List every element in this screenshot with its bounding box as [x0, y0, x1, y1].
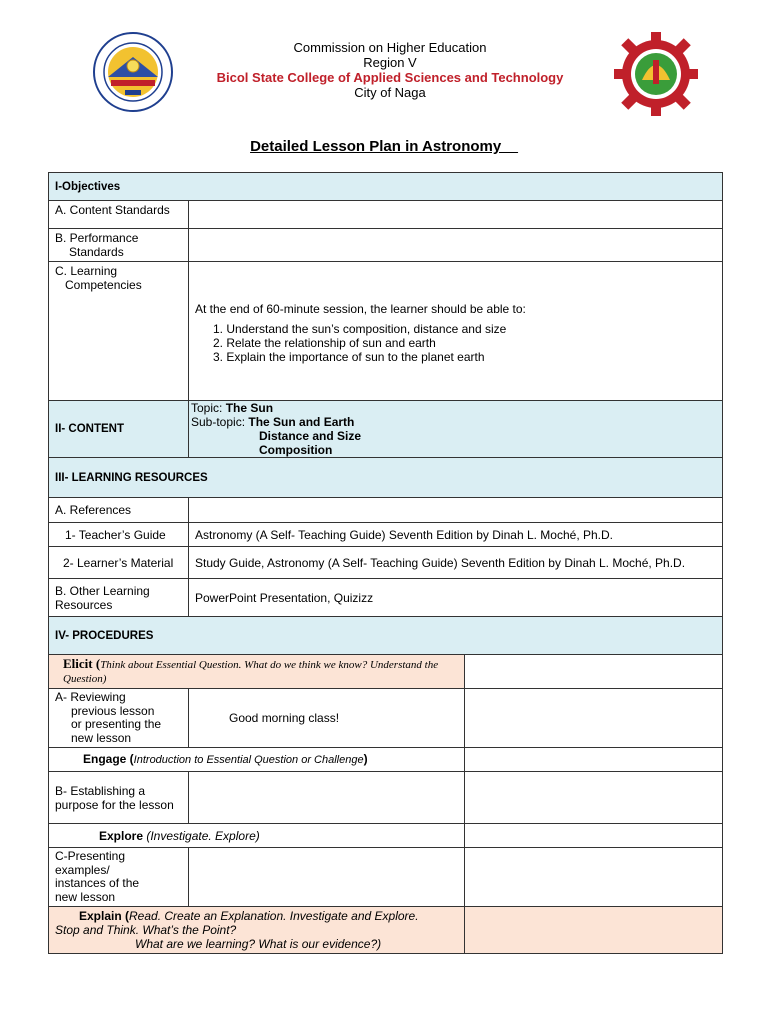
reviewing-value: Good morning class! — [189, 689, 465, 748]
explore-row: Explore (Investigate. Explore) — [49, 824, 465, 848]
section-objectives: I-Objectives — [49, 173, 723, 201]
teachers-guide-label: 1- Teacher’s Guide — [49, 523, 189, 547]
document-title: Detailed Lesson Plan in Astronomy__ — [250, 138, 518, 155]
header-line-college: Bicol State College of Applied Sciences and Technology — [216, 70, 564, 85]
explore-notes-cell — [465, 824, 723, 848]
teachers-guide-value: Astronomy (A Self- Teaching Guide) Seventh Edition by Dinah L. Moché, Ph.D. — [189, 523, 723, 547]
elicit-row: Elicit (Think about Essential Question. What do we think we know? Understand the Question) — [49, 655, 465, 689]
bisco-seal-icon — [612, 30, 700, 118]
establishing-purpose-label: B- Establishing a purpose for the lesson — [49, 772, 189, 824]
header-line-commission: Commission on Higher Education — [293, 40, 487, 55]
competency-item: 3. Explain the importance of sun to the planet earth — [213, 350, 485, 364]
section-learning-resources: III- LEARNING RESOURCES — [49, 458, 723, 498]
reviewing-label: A- Reviewing previous lesson or presenting the new lesson — [49, 689, 189, 748]
learning-competencies-label: C. Learning Competencies — [49, 262, 189, 401]
content-standards-label: A. Content Standards — [49, 201, 189, 229]
header-line-region: Region V — [363, 55, 417, 70]
content-cell: Topic: The Sun Sub-topic: The Sun and Earth Distance and Size Composition — [189, 401, 723, 458]
competency-item: 1. Understand the sun’s composition, distance and size — [213, 322, 507, 336]
learners-material-label: 2- Learner’s Material — [49, 547, 189, 579]
explain-notes-cell — [465, 907, 723, 954]
engage-row: Engage (Introduction to Essential Question or Challenge) — [49, 748, 465, 772]
learning-competencies-cell — [189, 262, 723, 401]
presenting-examples-label: C-Presenting examples/ instances of the new lesson — [49, 848, 189, 907]
lesson-plan-table — [48, 172, 723, 954]
header-line-city: City of Naga — [354, 85, 426, 100]
other-resources-value: PowerPoint Presentation, Quizizz — [189, 579, 723, 617]
performance-standards-cell — [189, 229, 723, 262]
references-cell — [189, 498, 723, 523]
explain-row: Explain (Read. Create an Explanation. Investigate and Explore. Stop and Think. What’s the Point? What are we learning? What is our evidence?) — [49, 907, 465, 954]
ched-seal-icon — [93, 32, 173, 112]
establishing-purpose-notes — [465, 772, 723, 824]
content-standards-cell — [189, 201, 723, 229]
learners-material-value: Study Guide, Astronomy (A Self- Teaching Guide) Seventh Edition by Dinah L. Moché, Ph.D. — [189, 547, 723, 579]
other-resources-label: B. Other Learning Resources — [49, 579, 189, 617]
presenting-examples-notes — [465, 848, 723, 907]
reviewing-notes-cell — [465, 689, 723, 748]
competencies-intro: At the end of 60-minute session, the learner should be able to: — [195, 302, 526, 316]
presenting-examples-value — [189, 848, 465, 907]
elicit-notes-cell — [465, 655, 723, 689]
section-content: II- CONTENT — [49, 401, 189, 458]
competencies-list — [195, 322, 716, 364]
engage-notes-cell — [465, 748, 723, 772]
section-procedures: IV- PROCEDURES — [49, 617, 723, 655]
performance-standards-label: B. Performance Standards — [49, 229, 189, 262]
competency-item: 2. Relate the relationship of sun and earth — [213, 336, 436, 350]
establishing-purpose-value — [189, 772, 465, 824]
references-label: A. References — [49, 498, 189, 523]
